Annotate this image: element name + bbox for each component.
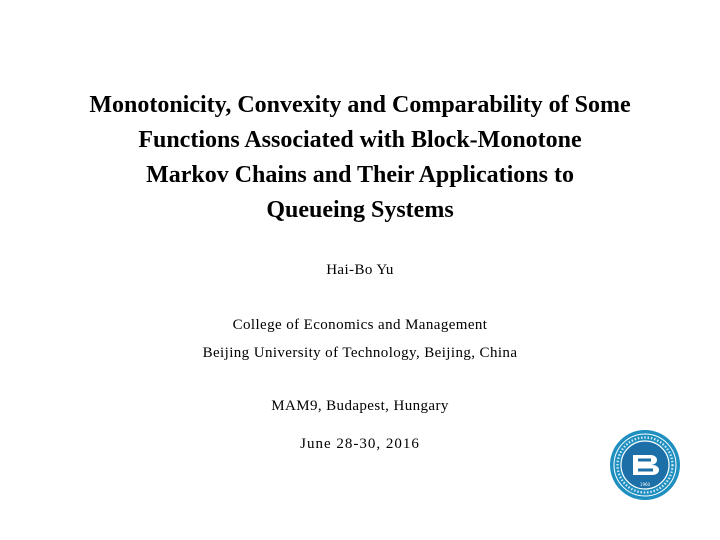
seal-emblem-cut-1 xyxy=(638,459,651,462)
seal-graphic xyxy=(609,429,681,501)
slide-title xyxy=(0,88,720,228)
seal-emblem-cut-2 xyxy=(638,469,653,472)
title-line-3: Markov Chains and Their Applications to xyxy=(146,162,574,188)
title-line-1: Monotonicity, Convexity and Comparability of Some xyxy=(89,92,631,118)
conference-name: MAM9, Budapest, Hungary xyxy=(271,398,449,414)
seal-year: 1960 xyxy=(639,482,651,487)
title-line-2: Functions Associated with Block-Monotone xyxy=(138,127,582,153)
institution-college: College of Economics and Management xyxy=(232,317,488,333)
institution-university: Beijing University of Technology, Beijing, China xyxy=(202,345,518,361)
conference-date: June 28-30, 2016 xyxy=(300,436,420,452)
author-name: Hai-Bo Yu xyxy=(326,262,394,278)
title-line-4: Queueing Systems xyxy=(266,197,454,223)
university-seal-icon xyxy=(609,429,681,501)
